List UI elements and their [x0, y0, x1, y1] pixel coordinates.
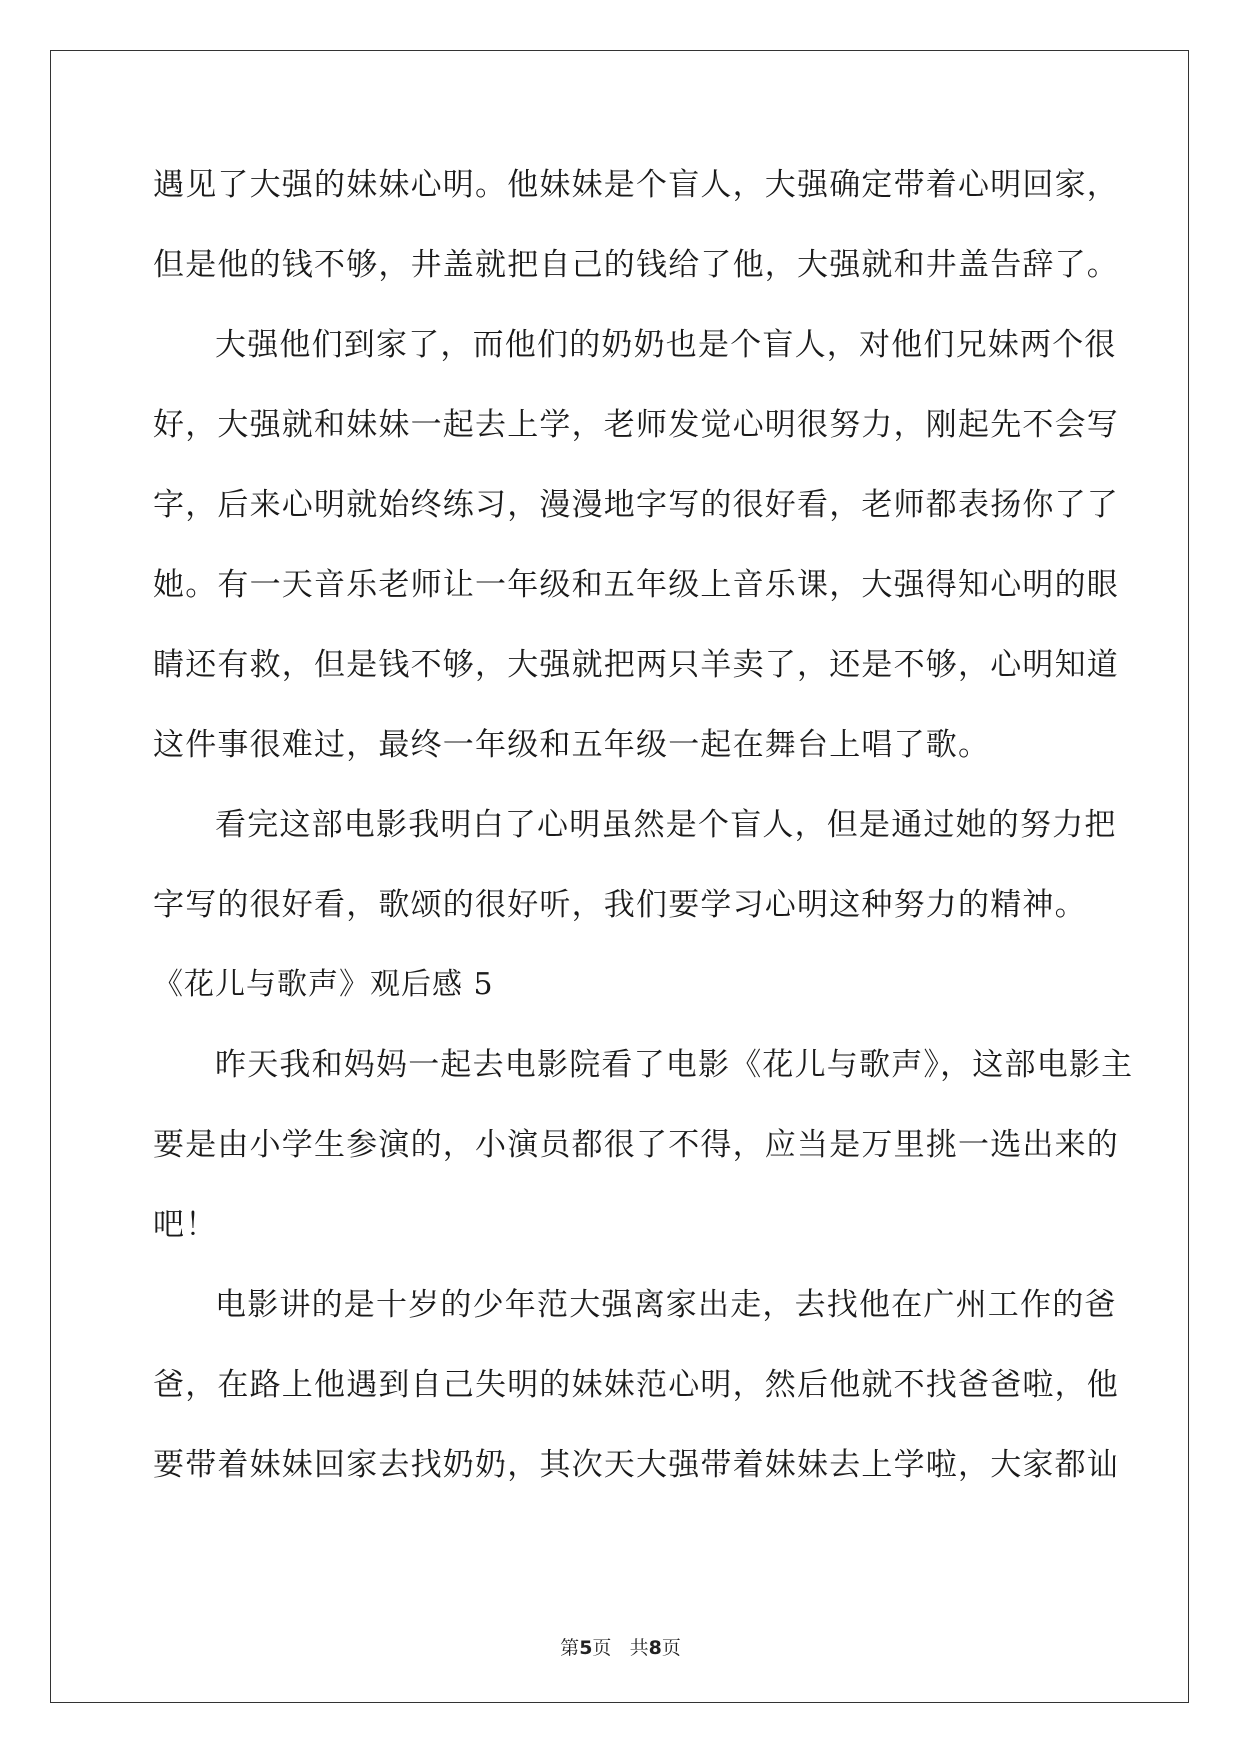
text-line: 睛还有救，但是钱不够，大强就把两只羊卖了，还是不够，心明知道 — [153, 647, 1119, 683]
page-prefix: 第 — [560, 1637, 580, 1659]
text-line: 大强他们到家了，而他们的奶奶也是个盲人，对他们兄妹两个很 — [215, 327, 1117, 363]
text-line: 电影讲的是十岁的少年范大强离家出走，去找他在广州工作的爸 — [215, 1287, 1117, 1323]
text-line: 字写的很好看，歌颂的很好听，我们要学习心明这种努力的精神。 — [153, 887, 1087, 923]
text-line: 但是他的钱不够，井盖就把自己的钱给了他，大强就和井盖告辞了。 — [153, 247, 1119, 283]
total-prefix: 共 — [629, 1637, 649, 1659]
text-line: 字，后来心明就始终练习，漫漫地字写的很好看，老师都表扬你了了 — [153, 487, 1119, 523]
current-page-number: 5 — [579, 1637, 593, 1659]
text-line: 要带着妹妹回家去找奶奶，其次天大强带着妹妹去上学啦，大家都讪 — [153, 1447, 1119, 1483]
section-heading: 《花儿与歌声》观后感 5 — [153, 967, 494, 1002]
text-line: 她。有一天音乐老师让一年级和五年级上音乐课，大强得知心明的眼 — [153, 567, 1119, 603]
text-line: 看完这部电影我明白了心明虽然是个盲人，但是通过她的努力把 — [215, 807, 1117, 843]
text-line: 遇见了大强的妹妹心明。他妹妹是个盲人，大强确定带着心明回家， — [153, 167, 1119, 203]
text-line: 好，大强就和妹妹一起去上学，老师发觉心明很努力，刚起先不会写 — [153, 407, 1119, 443]
text-line: 吧！ — [153, 1207, 218, 1243]
total-page-number: 8 — [648, 1637, 662, 1659]
document-body — [153, 155, 1134, 1515]
page-footer — [0, 1633, 1241, 1660]
text-line: 要是由小学生参演的，小演员都很了不得，应当是万里挑一选出来的 — [153, 1127, 1119, 1163]
total-unit: 页 — [661, 1637, 681, 1659]
text-line: 这件事很难过，最终一年级和五年级一起在舞台上唱了歌。 — [153, 727, 991, 763]
text-line: 昨天我和妈妈一起去电影院看了电影《花儿与歌声》，这部电影主 — [215, 1047, 1134, 1083]
page-unit: 页 — [592, 1637, 612, 1659]
text-line: 爸，在路上他遇到自己失明的妹妹范心明，然后他就不找爸爸啦，他 — [153, 1367, 1119, 1403]
